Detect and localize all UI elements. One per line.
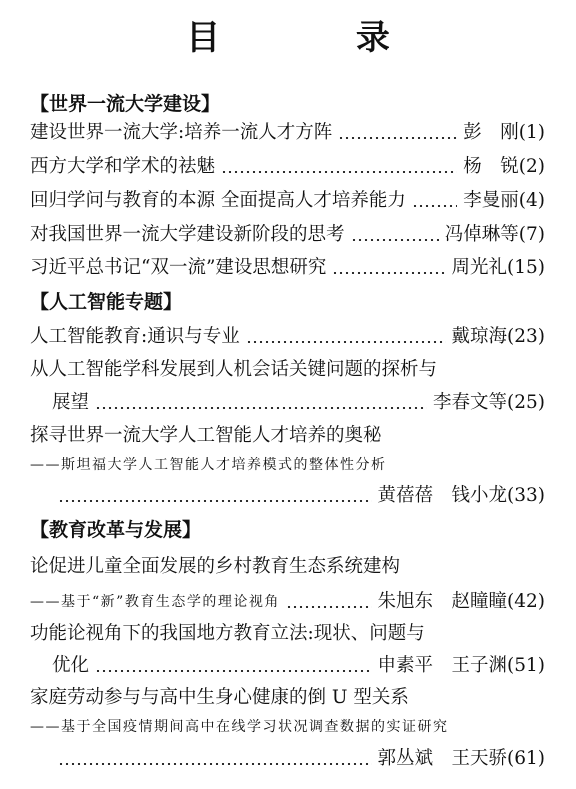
leader-dots [338,137,457,139]
toc-entry[interactable] [30,152,545,180]
entry-title: 建设世界一流大学:培养一流人才方阵 [30,122,333,143]
entry-page: (15) [507,257,545,278]
entry-page: (1) [518,122,545,143]
leader-dots [351,239,439,241]
entry-author: 杨 锐 [463,156,519,177]
entry-author: 彭 刚 [463,122,519,143]
toc-entry[interactable] [30,118,545,146]
entry-subtitle: ——基于“新”教育生态学的理论视角 [30,594,280,610]
entry-subtitle: ——斯坦福大学人工智能人才培养模式的整体性分析 [30,457,387,473]
entry-title: 西方大学和学术的祛魅 [30,156,216,177]
toc-entry-subtitle-line [30,712,545,740]
entry-title: 探寻世界一流大学人工智能人才培养的奥秘 [30,425,382,446]
entry-author: 冯倬琳等 [444,224,519,245]
leader-dots [286,606,372,608]
entry-title: 习近平总书记“双一流”建设思想研究 [30,257,327,278]
toc-entry[interactable] [52,388,545,416]
entry-author: 黄蓓蓓 钱小龙 [377,485,508,506]
entry-page: (33) [507,485,545,506]
toc-entry[interactable] [52,651,545,679]
entry-author: 李春文等 [433,392,508,413]
entry-page: (25) [507,392,545,413]
entry-title-continued: 优化 [52,655,90,676]
toc-entry-title-line[interactable] [30,421,545,449]
section-heading: 【教育改革与发展】 [30,519,202,541]
toc-entry[interactable] [30,322,545,350]
toc-entry[interactable] [30,253,545,281]
toc-entry-title-line[interactable] [30,552,545,580]
leader-dots [58,500,372,502]
toc-entry-subtitle-line [30,450,545,478]
entry-title: 功能论视角下的我国地方教育立法:现状、问题与 [30,623,425,644]
toc-entry[interactable] [52,481,545,509]
toc-entry-title-line[interactable] [30,683,545,711]
section-heading: 【世界一流大学建设】 [30,93,221,115]
leader-dots [221,171,457,173]
entry-page: (51) [507,655,545,676]
leader-dots [332,272,445,274]
toc-entry[interactable] [30,587,545,615]
entry-author: 周光礼 [451,257,508,278]
entry-title: 回归学问与教育的本源 全面提高人才培养能力 [30,190,406,211]
toc-entry-title-line[interactable] [30,355,545,383]
leader-dots [95,407,427,409]
entry-subtitle: ——基于全国疫情期间高中在线学习状况调查数据的实证研究 [30,719,449,735]
entry-page: (23) [507,326,545,347]
entry-title-continued: 展望 [52,392,90,413]
entry-page: (61) [507,748,545,769]
entry-title: 人工智能教育:通识与专业 [30,326,240,347]
toc-entry[interactable] [30,220,545,248]
entry-author: 申素平 王子渊 [377,655,508,676]
entry-page: (2) [518,156,545,177]
leader-dots [246,341,446,343]
entry-author: 李曼丽 [463,190,519,211]
leader-dots [95,670,371,672]
entry-page: (4) [518,190,545,211]
entry-page: (7) [518,224,545,245]
entry-title: 对我国世界一流大学建设新阶段的思考 [30,224,345,245]
entry-page: (42) [507,591,545,612]
entry-title: 家庭劳动参与与高中生身心健康的倒 U 型关系 [30,687,409,708]
entry-author: 郭丛斌 王天骄 [377,748,508,769]
entry-title: 从人工智能学科发展到人机会话关键问题的探析与 [30,359,438,380]
entry-author: 朱旭东 赵瞳瞳 [377,591,508,612]
leader-dots [412,205,457,207]
entry-title: 论促进儿童全面发展的乡村教育生态系统建构 [30,556,401,577]
toc-entry[interactable] [30,186,545,214]
page-title: 目 录 [186,18,452,58]
entry-author: 戴琼海 [451,326,508,347]
toc-entry[interactable] [52,744,545,772]
leader-dots [58,763,372,765]
section-heading: 【人工智能专题】 [30,291,183,313]
toc-entry-title-line[interactable] [30,619,545,647]
